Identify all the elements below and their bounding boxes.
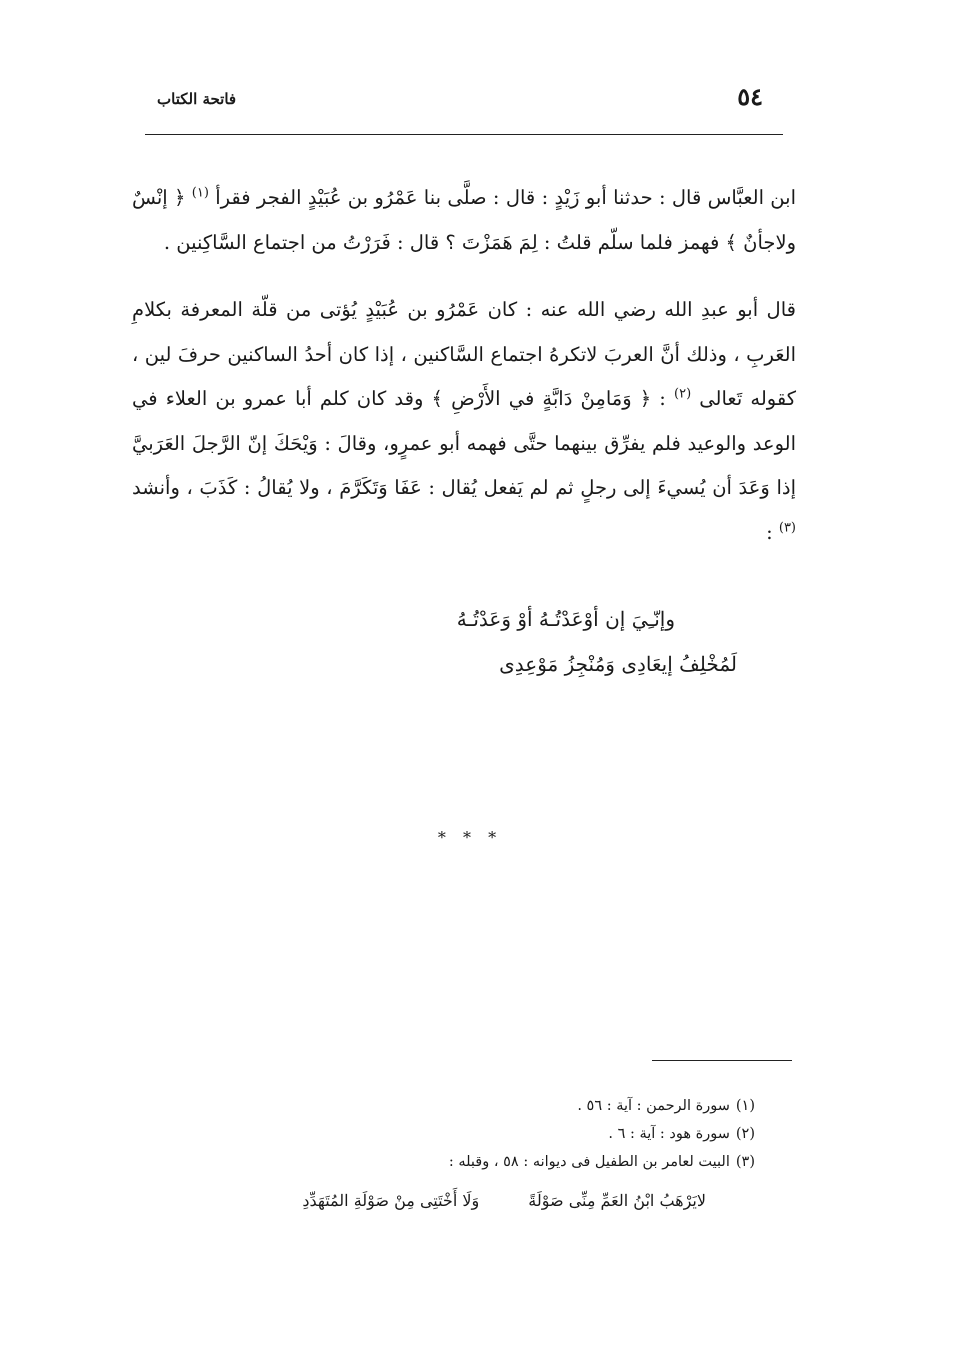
- footnote-verse-hemistich-2: وَلَا أَخْتَتِى مِنْ صَوْلَةِ المُتَهَدِّدِ: [302, 1191, 480, 1210]
- paragraph-2-text-before: قال أبو عبدِ الله رضي الله عنه : كان عَمْرُو بن عُبَيْدٍ يُؤتى من قلّة المعرفة بكلامِ العَربِ ، وذلك أنَّ العربَ لاتكرهُ اجتماع السَّاكنين ، إذا كان أحدُ الساكنين حرفَ لين ، كقوله تَعالى: [132, 298, 796, 410]
- footnote-1: [195, 1092, 755, 1120]
- footnote-ref-2: (٢): [674, 386, 692, 402]
- footnote-2: [195, 1120, 755, 1148]
- footnote-number: (١): [735, 1098, 755, 1114]
- paragraph-2-text-mid: : ﴿ وَمَامِنْ دَابَّةٍ في الأَرْضِ ﴾ وقد كان كلم أبا عمرو بن العلاء في الوعد والوعيد فلم يفرِّق بينهما حتَّى فهمه أبو عمرٍو، وقالَ : وَيْحَكَ إنّ الرَّجلَ العَرَبيَّ إذا وَعَدَ أن يُسيءَ إلى رجلٍ ثم لم يَفعل يُقال : عَفَا وَتَكَرَّمَ ، ولا يُقالُ : كَذَبَ ، وأنشد: [132, 387, 796, 499]
- footnote-text: سورة الرحمن : آية : ٥٦ .: [577, 1098, 730, 1114]
- running-title: فاتحة الكتاب: [157, 90, 237, 108]
- footnote-number: (٢): [735, 1126, 755, 1142]
- footnotes: [195, 1092, 755, 1176]
- footnote-verse: [176, 1186, 706, 1216]
- verse-line-1: وإنّـِيَ إن أوْعَدْتُـهُ أوْ وَعَدْتُـهُ: [456, 607, 675, 631]
- footnote-ref-3: (٣): [778, 520, 796, 535]
- footnote-ref-1: (١): [191, 185, 209, 201]
- header-rule: [145, 134, 783, 135]
- paragraph-2-text-after: :: [766, 520, 773, 544]
- paragraph-1-text-before: ابن العبَّاس قال : حدثنا أبو زَيْدٍ : قال : صلَّى بنا عَمْرُو بن عُبَيْدٍ الفجر فقرأ: [215, 186, 796, 209]
- footnote-rule: [652, 1060, 792, 1061]
- footnote-verse-hemistich-1: لايَرْهَبُ ابْنُ العَمِّ مِنِّى صَوْلَةً: [528, 1191, 706, 1210]
- footnote-3: [195, 1148, 755, 1176]
- footnote-text: سورة هود : آية : ٦ .: [608, 1126, 730, 1142]
- paragraph-2: [132, 288, 796, 555]
- page-number: ٥٤: [737, 82, 763, 111]
- paragraph-1: [132, 176, 796, 265]
- main-text: [132, 176, 796, 555]
- page-header: [145, 82, 785, 122]
- paragraph-1-text-after: ﴿ إنْسٌ ولاجأنٌ ﴾ فهمز فلما سلّم قلتُ : لِمَ هَمَزْتَ ؟ قال : فَرَرْتُ من اجتماع السَّاكِنين .: [132, 186, 796, 254]
- footnote-number: (٣): [735, 1154, 755, 1170]
- verse-line-2: لَمُخْلِفُ إيعَادِى وَمُنْجِزُ مَوْعِدِى: [499, 652, 737, 676]
- section-separator: * * *: [437, 828, 503, 847]
- footnote-text: البيت لعامر بن الطفيل فى ديوانه : ٥٨ ، وقبله :: [448, 1154, 730, 1170]
